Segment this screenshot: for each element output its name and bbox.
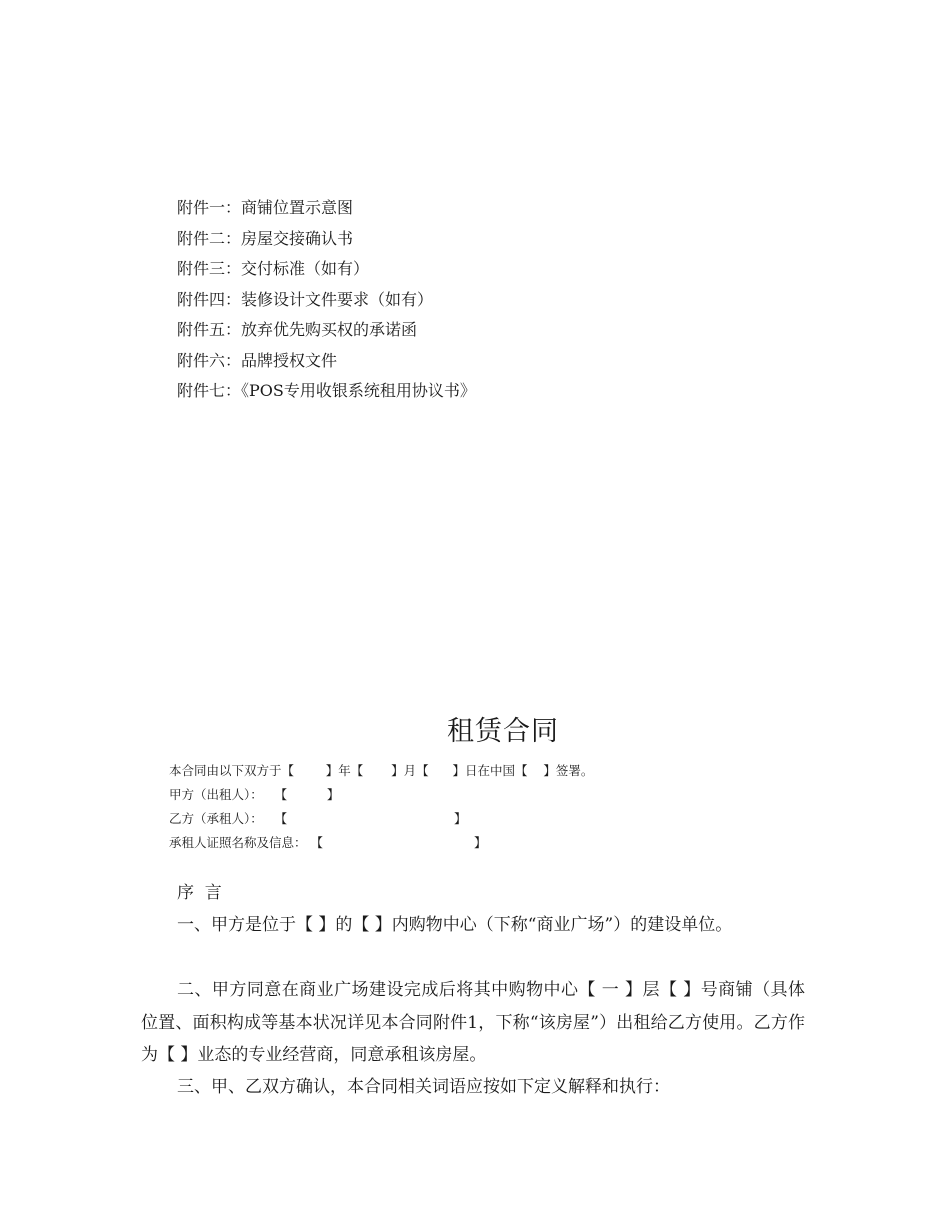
attachment-list	[177, 196, 476, 410]
contract-title: 租赁合同	[447, 716, 559, 747]
attachment-item: 附件一：商铺位置示意图	[177, 198, 354, 217]
attachment-item: 附件四：装修设计文件要求（如有）	[177, 289, 434, 309]
preface-heading: 序 言	[177, 883, 222, 903]
preface-paragraph-1: 一、甲方是位于【 】的【 】内购物中心（下称“商业广场”）的建设单位。	[177, 915, 733, 935]
lessee-line: 乙方（承租人）： 【 】	[169, 811, 467, 826]
attachment-item: 附件七：《POS专用收银系统租用协议书》	[177, 381, 476, 400]
attachment-item: 附件五：放弃优先购买权的承诺函	[177, 320, 418, 339]
lessee-license-line: 承租人证照名称及信息： 【 】	[169, 835, 487, 850]
preface-paragraph-3: 三、甲、乙双方确认，本合同相关词语应按如下定义解释和执行：	[177, 1077, 670, 1097]
attachment-item: 附件六：品牌授权文件	[177, 350, 338, 370]
preface-paragraph-2: 二、甲方同意在商业广场建设完成后将其中购物中心【 一 】层【 】号商铺（具体位置、面积构成等基本状况详见本合同附件1，下称“该房屋”）出租给乙方使用。乙方作为【 】业态的专业经营商，同意承租该房屋。	[141, 980, 805, 1065]
signing-date-line: 本合同由以下双方于【 】年【 】月【 】日在中国【 】签署。	[169, 763, 594, 778]
attachment-item: 附件二：房屋交接确认书	[177, 228, 354, 248]
lessor-line: 甲方（出租人）： 【 】	[169, 787, 340, 802]
attachment-item: 附件三：交付标准（如有）	[177, 259, 370, 278]
